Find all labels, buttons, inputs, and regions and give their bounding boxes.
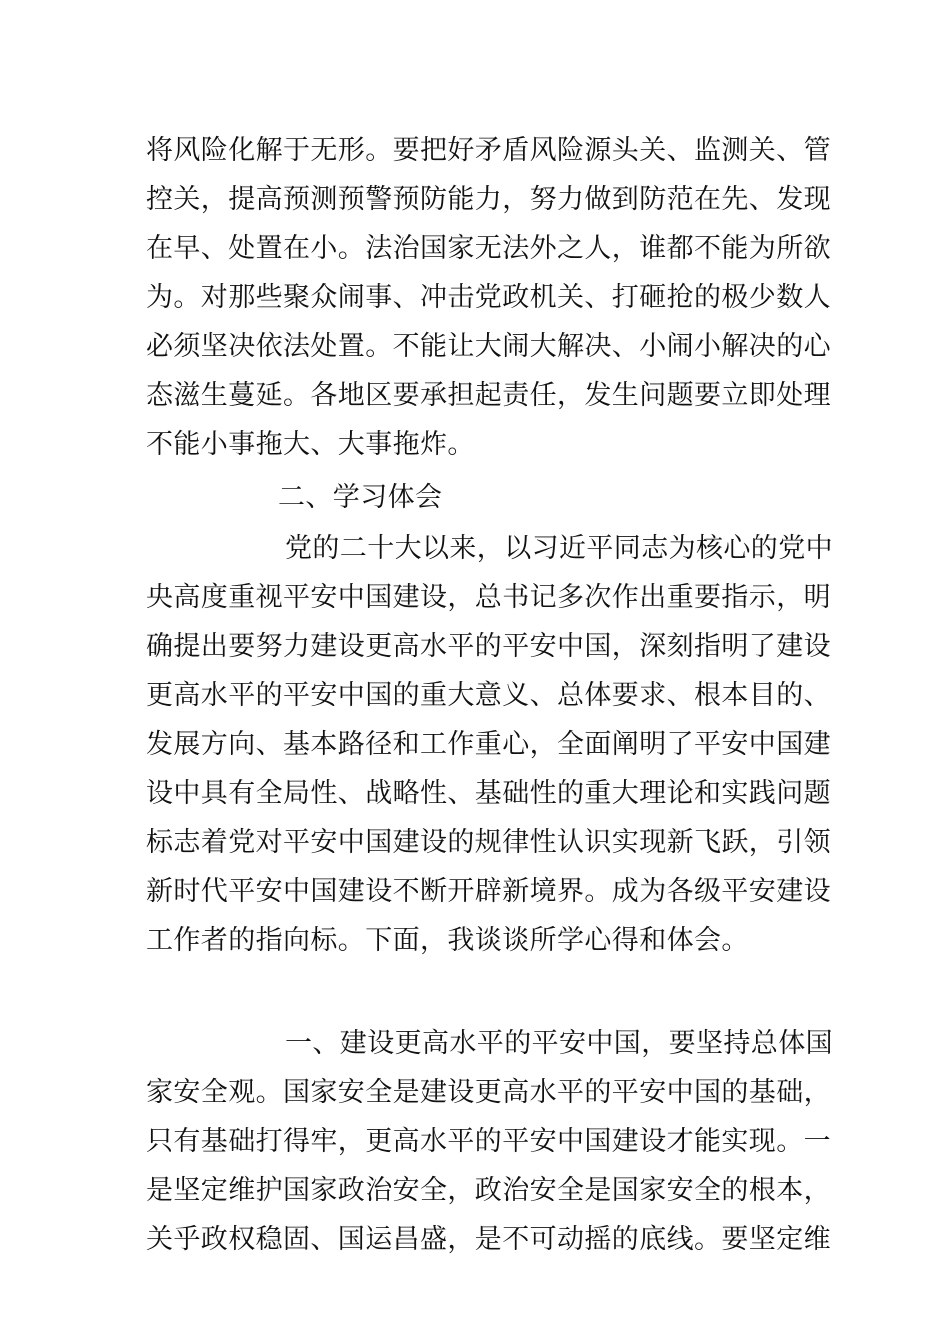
paragraph-2-line-2: 央高度重视平安中国建设，总书记多次作出重要指示，明 bbox=[146, 582, 831, 613]
paragraph-1-line-7: 不能小事拖大、大事拖炸。 bbox=[146, 429, 475, 460]
paragraph-1-line-3: 在早、处置在小。法治国家无法外之人，谁都不能为所欲 bbox=[146, 233, 831, 264]
paragraph-2-line-6: 设中具有全局性、战略性、基础性的重大理论和实践问题 bbox=[146, 778, 831, 809]
paragraph-2-line-9: 工作者的指向标。下面，我谈谈所学心得和体会。 bbox=[146, 925, 749, 956]
paragraph-2-line-1: 党的二十大以来，以习近平同志为核心的党中 bbox=[285, 533, 833, 564]
paragraph-2-line-3: 确提出要努力建设更高水平的平安中国，深刻指明了建设 bbox=[146, 631, 831, 662]
paragraph-1-line-1: 将风险化解于无形。要把好矛盾风险源头关、监测关、管 bbox=[146, 135, 831, 166]
paragraph-2-line-7: 标志着党对平安中国建设的规律性认识实现新飞跃，引领 bbox=[146, 827, 831, 858]
paragraph-1-line-5: 必须坚决依法处置。不能让大闹大解决、小闹小解决的心 bbox=[146, 331, 831, 362]
paragraph-3-line-4: 是坚定维护国家政治安全，政治安全是国家安全的根本， bbox=[146, 1175, 831, 1206]
paragraph-3-line-2: 家安全观。国家安全是建设更高水平的平安中国的基础， bbox=[146, 1077, 831, 1108]
section-heading: 二、学习体会 bbox=[278, 482, 443, 513]
paragraph-3-line-5: 关乎政权稳固、国运昌盛，是不可动摇的底线。要坚定维 bbox=[146, 1224, 831, 1255]
paragraph-1-line-6: 态滋生蔓延。各地区要承担起责任，发生问题要立即处理 bbox=[146, 380, 831, 411]
paragraph-1-line-2: 控关，提高预测预警预防能力，努力做到防范在先、发现 bbox=[146, 184, 831, 215]
paragraph-2-line-5: 发展方向、基本路径和工作重心，全面阐明了平安中国建 bbox=[146, 729, 831, 760]
paragraph-2-line-8: 新时代平安中国建设不断开辟新境界。成为各级平安建设 bbox=[146, 876, 831, 907]
paragraph-3-line-1: 一、建设更高水平的平安中国，要坚持总体国 bbox=[285, 1028, 833, 1059]
paragraph-1-line-4: 为。对那些聚众闹事、冲击党政机关、打砸抢的极少数人 bbox=[146, 282, 831, 313]
paragraph-2-line-4: 更高水平的平安中国的重大意义、总体要求、根本目的、 bbox=[146, 680, 831, 711]
paragraph-3-line-3: 只有基础打得牢，更高水平的平安中国建设才能实现。一 bbox=[146, 1126, 831, 1157]
